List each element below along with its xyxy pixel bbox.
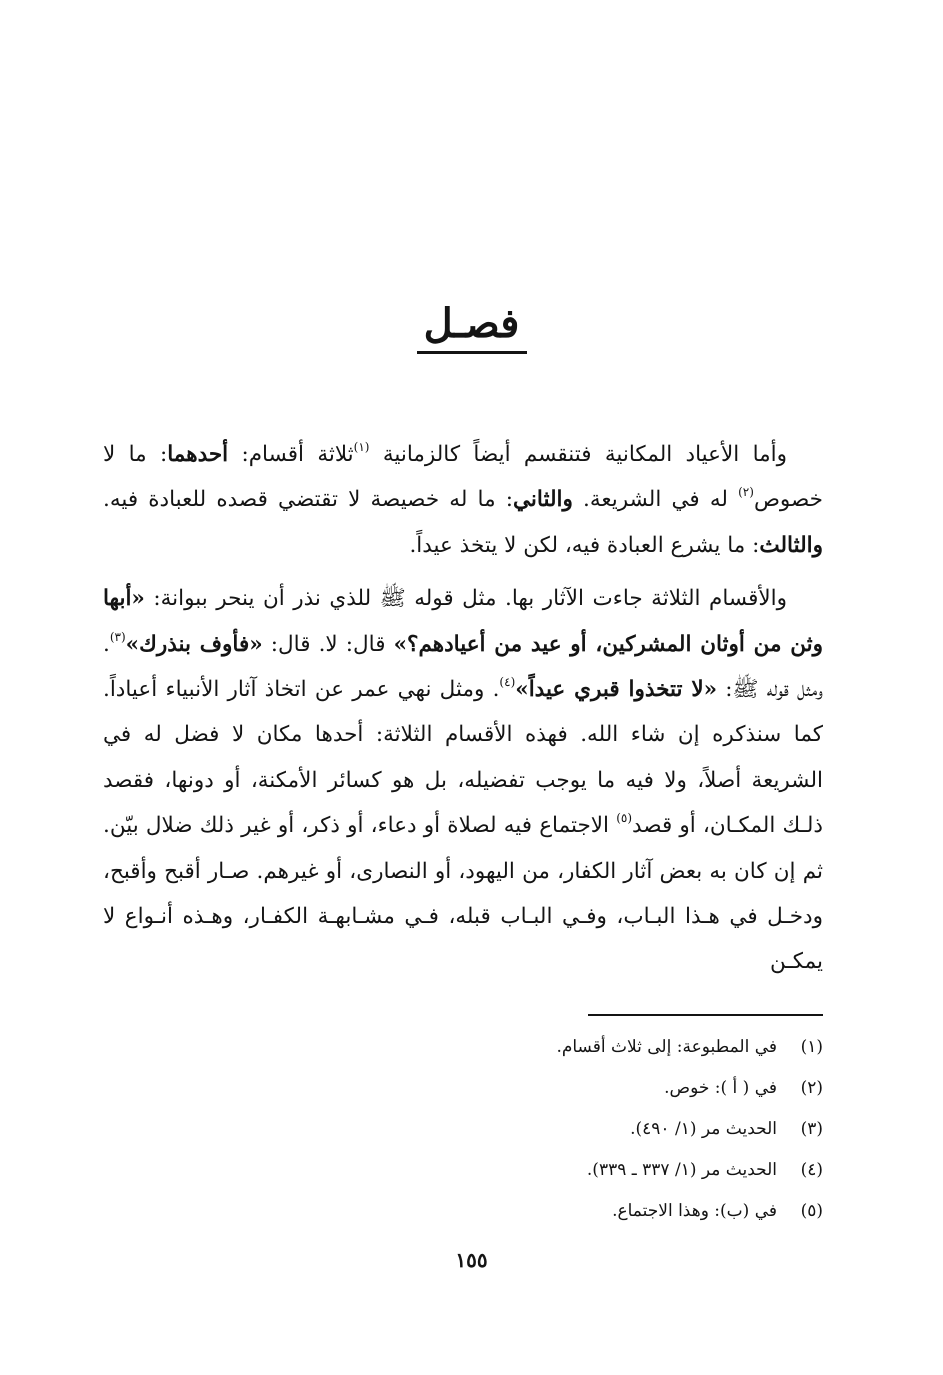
footnote-marker-4: (٤) xyxy=(499,675,516,690)
footnote-number: (٢) xyxy=(800,1078,823,1098)
footnote-item xyxy=(403,1068,823,1109)
footnote-text: في المطبوعة: إلى ثلاث أقسام. xyxy=(556,1037,777,1057)
section-heading-text: فصـل xyxy=(423,300,520,347)
footnote-number: (٥) xyxy=(800,1201,823,1221)
hadith-quote-1: «أبها وثن من أوثان المشركين، أو عيد من أعيادهم؟» xyxy=(103,586,824,657)
text-run: . ومثل قوله ﷺ: xyxy=(103,631,823,703)
text-run: : ما لا خصوص xyxy=(103,442,823,513)
footnote-text: الحديث مر (١/ ٤٩٠). xyxy=(630,1119,777,1139)
bold-term-first: أحدهما xyxy=(167,442,229,467)
hadith-quote-3: «لا تتخذوا قبري عيداً» xyxy=(515,677,718,703)
text-run: قال: لا. قال: xyxy=(262,631,394,657)
paragraph-2 xyxy=(103,576,823,985)
text-run: الاجتماع فيه لصلاة أو دعاء، أو ذكر، أو غير ذلك ضلال بيّن. ثم إن كان به بعض آثار الكفار، من اليهود، أو النصارى، أو غيرهم. صـار أقبح وأقبح، ودخـل في هـذا البـاب، وفـي البـاب قبله، فـي مشـابهـة الكفـار، وهـذه أنـواع لا يمكـن xyxy=(103,813,823,975)
footnote-text: في ( أ ): خوص. xyxy=(664,1078,777,1098)
footnote-text: الحديث مر (١/ ٣٣٧ ـ ٣٣٩). xyxy=(586,1160,777,1180)
footnote-number: (٤) xyxy=(800,1160,823,1180)
text-run: . ومثل نهي عمر عن اتخاذ آثار الأنبياء أعياداً. كما سنذكره إن شاء الله. فهذه الأقسام الثلاثة: أحدها مكان لا فضل له في الشريعة أصلاً، ولا فيه ما يوجب تفضيله، بل هو كسائر الأمكنة، أو دونها، فقصد ذلـك المكـان، أو قصد xyxy=(103,677,823,839)
footnote-marker-5: (٥) xyxy=(616,811,633,826)
footnote-item xyxy=(403,1191,823,1232)
text-run: : ما له خصيصة لا تقتضي قصده للعبادة فيه. xyxy=(103,487,514,513)
paragraph-1 xyxy=(103,432,823,568)
page-number: ١٥٥ xyxy=(455,1248,488,1272)
footnote-marker-3: (٣) xyxy=(109,629,126,644)
heading-underline xyxy=(417,351,527,354)
footnote-separator xyxy=(588,1014,823,1016)
text-run: له في الشريعة. xyxy=(572,487,739,513)
text-run: ثلاثة أقسام: xyxy=(228,442,354,467)
footnote-item xyxy=(403,1027,823,1068)
hadith-quote-2: «فأوف بنذرك» xyxy=(125,631,263,657)
main-text xyxy=(103,432,823,985)
bold-term-third: والثالث xyxy=(759,532,823,558)
footnote-marker-1: (١) xyxy=(353,440,370,454)
text-run: : ما يشرع العبادة فيه، لكن لا يتخذ عيداً. xyxy=(409,532,760,558)
footnote-item xyxy=(403,1150,823,1191)
footnote-number: (١) xyxy=(800,1037,823,1057)
footnote-text: في (ب): وهذا الاجتماع. xyxy=(612,1201,777,1221)
text-run: والأقسام الثلاثة جاءت الآثار بها. مثل قوله ﷺ للذي نذر أن ينحر ببوانة: xyxy=(144,586,787,612)
bold-term-second: والثاني xyxy=(513,487,573,513)
section-heading xyxy=(0,300,943,354)
text-run: وأما الأعياد المكانية فتنقسم أيضاً كالزمانية xyxy=(369,442,787,467)
footnote-marker-2: (٢) xyxy=(738,485,754,500)
footnote-item xyxy=(403,1109,823,1150)
footnote-number: (٣) xyxy=(800,1119,823,1139)
footnotes xyxy=(403,1027,823,1232)
